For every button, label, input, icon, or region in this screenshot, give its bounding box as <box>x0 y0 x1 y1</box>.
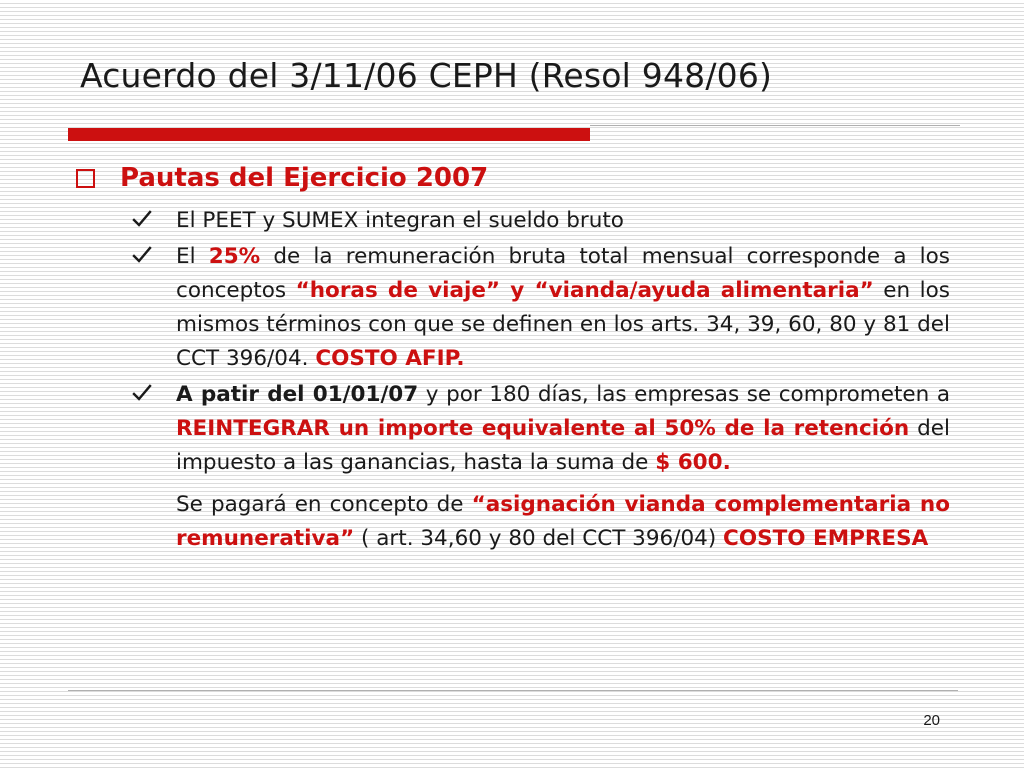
highlighted-text: $ 600. <box>655 450 731 475</box>
checkmark-icon <box>132 209 152 229</box>
bold-text: A patir del 01/01/07 <box>176 382 419 407</box>
checkmark-icon <box>132 383 152 403</box>
title-divider-line <box>590 125 960 126</box>
highlighted-text: COSTO EMPRESA <box>723 526 929 551</box>
highlighted-text: “horas de viaje” y “vianda/ayuda alimentaria” <box>295 278 874 303</box>
text-segment: El PEET y SUMEX integran el sueldo bruto <box>176 208 624 233</box>
section-heading-text: Pautas del Ejercicio 2007 <box>120 163 489 193</box>
section-heading <box>70 160 488 196</box>
text-segment: Se pagará en concepto de <box>176 492 472 517</box>
text-segment: ( art. 34,60 y 80 del CCT 396/04) <box>354 526 724 551</box>
bullet-item <box>128 204 950 238</box>
square-bullet-icon <box>76 169 95 188</box>
bullet-text <box>176 382 950 475</box>
title-accent-bar <box>68 128 590 141</box>
bullet-list <box>128 204 950 558</box>
bullet-text <box>176 208 624 233</box>
slide-title: Acuerdo del 3/11/06 CEPH (Resol 948/06) <box>80 56 773 95</box>
bullet-text <box>176 244 950 371</box>
checkmark-icon <box>132 245 152 265</box>
page-number: 20 <box>923 712 940 729</box>
text-segment: en los mismos términos con que se definen en los arts. 34, 39, 60, 80 y 81 del CCT 396/04. <box>176 278 950 371</box>
highlighted-text: REINTEGRAR un importe equivalente al 50% de la retención <box>176 416 910 441</box>
highlighted-text: COSTO AFIP. <box>315 346 465 371</box>
bullet-item <box>128 240 950 376</box>
text-segment: y por 180 días, las empresas se comprometen a <box>418 382 950 407</box>
highlighted-text: “asignación vianda complementaria no remunerativa” <box>176 492 950 551</box>
text-segment: de la remuneración bruta total mensual corresponde a los conceptos <box>176 244 950 303</box>
text-segment: del impuesto a las ganancias, hasta la suma de <box>176 416 950 475</box>
highlighted-text: 25% <box>208 244 261 269</box>
bullet-continuation <box>176 488 950 556</box>
text-segment: El <box>176 244 209 269</box>
footer-divider-line <box>68 690 958 691</box>
bullet-item <box>128 378 950 556</box>
